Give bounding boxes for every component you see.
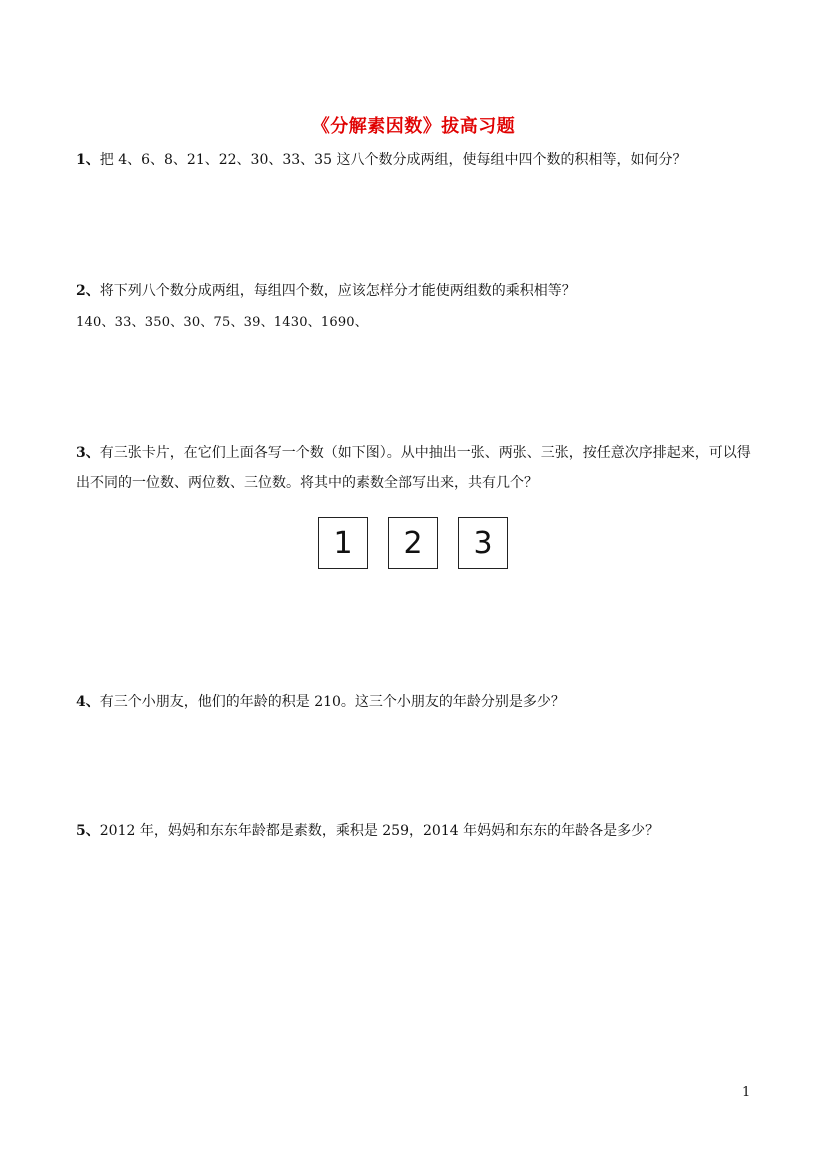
question-2-number: 2、: [76, 283, 100, 299]
page-number: 1: [742, 1085, 751, 1100]
document-title: 《分解素因数》拔高习题: [311, 116, 516, 137]
question-1-text: 把 4、6、8、21、22、30、33、35 这八个数分成两组，使每组中四个数的积相等，如何分？: [99, 152, 687, 168]
question-5-text: 2012 年，妈妈和东东年龄都是素数，乘积是 259，2014 年妈妈和东东的年龄各是多少？: [99, 823, 660, 839]
question-5: [76, 816, 756, 846]
question-3-text: 有三张卡片，在它们上面各写一个数（如下图）。从中抽出一张、两张、三张，按任意次序排起来，可以得出不同的一位数、两位数、三位数。将其中的素数全部写出来，共有几个？: [76, 445, 751, 491]
card-2: 2: [388, 517, 438, 569]
question-2-text: 将下列八个数分成两组，每组四个数，应该怎样分才能使两组数的乘积相等？: [99, 283, 576, 299]
question-2: [76, 276, 756, 306]
question-3-number: 3、: [76, 445, 100, 461]
question-1: [76, 145, 756, 175]
card-3: 3: [458, 517, 508, 569]
question-2-numbers: 140、33、350、30、75、39、1430、1690、: [76, 315, 368, 330]
question-5-number: 5、: [76, 823, 100, 839]
question-1-number: 1、: [76, 152, 100, 168]
question-4-text: 有三个小朋友，他们的年龄的积是 210。这三个小朋友的年龄分别是多少？: [99, 694, 565, 710]
question-4: [76, 687, 756, 717]
number-cards: [318, 517, 508, 569]
question-3: [76, 438, 756, 498]
card-1: 1: [318, 517, 368, 569]
question-4-number: 4、: [76, 694, 100, 710]
